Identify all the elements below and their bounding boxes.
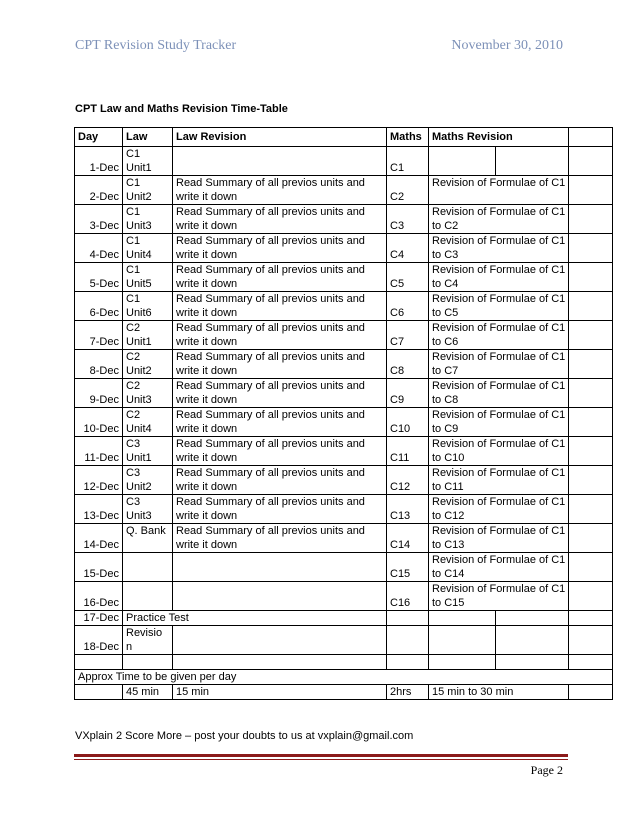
cell-line-2: Unit1	[126, 162, 152, 174]
cell-line-1: Revision of Formulae of C1	[432, 583, 566, 595]
cell-line-2: Unit2	[126, 481, 152, 493]
cell-line-1: C2	[126, 351, 141, 363]
maths-revision-cell	[429, 466, 569, 495]
maths-label: C3	[390, 220, 405, 232]
empty-cell	[569, 495, 613, 524]
maths-revision-cell	[429, 495, 569, 524]
maths-cell	[387, 205, 429, 234]
empty-cell	[429, 611, 496, 626]
law-cell	[123, 234, 173, 263]
table-row	[75, 147, 613, 176]
empty-cell	[173, 655, 387, 670]
cell-line-2: Unit3	[126, 220, 152, 232]
cell-line-1: Revision of Formulae of C1	[432, 467, 566, 479]
empty-cell	[569, 350, 613, 379]
law-revision-cell	[173, 437, 387, 466]
law-revision-cell	[173, 466, 387, 495]
day-label: 4-Dec	[89, 249, 119, 261]
practice-cell	[123, 611, 387, 626]
law-revision-cell	[173, 495, 387, 524]
table-row	[75, 263, 613, 292]
maths-revision-time: 15 min to 30 min	[432, 686, 514, 698]
table-header-row	[75, 128, 613, 147]
maths-label: C15	[390, 568, 411, 580]
empty-cell	[496, 147, 569, 176]
maths-label: C7	[390, 336, 405, 348]
cell-line-2: Q. Bank	[126, 525, 166, 537]
law-revision-cell	[173, 582, 387, 611]
day-label: 5-Dec	[89, 278, 119, 290]
cell-line-2: to C9	[432, 423, 459, 435]
day-label: 12-Dec	[83, 481, 119, 493]
table-row	[75, 321, 613, 350]
cell-line-1: Revision of Formulae of C1	[432, 409, 566, 421]
cell-line-1: Read Summary of all previos units and	[176, 438, 365, 450]
maths-label: C12	[390, 481, 411, 493]
cell-line-1: Revisio	[126, 627, 163, 639]
empty-cell	[569, 408, 613, 437]
day-label: 17-Dec	[83, 612, 119, 624]
empty-cell	[569, 437, 613, 466]
header-title: CPT Revision Study Tracker	[75, 38, 237, 53]
cell-line-1: Revision of Formulae of C1	[432, 264, 566, 276]
maths-label: C11	[390, 452, 410, 464]
maths-cell	[387, 321, 429, 350]
cell-line-2: to C4	[432, 278, 459, 290]
maths-label: C6	[390, 307, 405, 319]
table-row	[75, 176, 613, 205]
day-label: 1-Dec	[89, 162, 119, 174]
cell-line-2: Unit1	[126, 336, 152, 348]
empty-cell	[569, 292, 613, 321]
cell-line-2: Unit5	[126, 278, 152, 290]
empty-cell	[75, 685, 123, 700]
law-revision-cell	[173, 379, 387, 408]
cell-line-1: Read Summary of all previos units and	[176, 322, 365, 334]
maths-revision-cell	[429, 147, 496, 176]
col-header-maths: Maths	[387, 128, 429, 147]
cell-line-2: Unit2	[126, 365, 152, 377]
cell-line-1: C1	[126, 235, 141, 247]
law-cell	[123, 176, 173, 205]
table-row-revision	[75, 626, 613, 655]
footer-contact: VXplain 2 Score More – post your doubts to us at vxplain@gmail.com	[75, 730, 414, 742]
cell-line-2: to C3	[432, 249, 459, 261]
maths-cell	[387, 292, 429, 321]
cell-line-1: Read Summary of all previos units and	[176, 264, 365, 276]
cell-line-2: to C8	[432, 394, 459, 406]
timetable-title: CPT Law and Maths Revision Time-Table	[75, 103, 288, 115]
maths-cell	[387, 437, 429, 466]
cell-line-2: to C2	[432, 220, 459, 232]
table-row	[75, 524, 613, 553]
cell-line-1: Revision of Formulae of C1	[432, 380, 566, 392]
maths-revision-cell	[429, 553, 569, 582]
cell-line-2: write it down	[176, 481, 238, 493]
maths-label: C1	[390, 162, 405, 174]
maths-cell	[387, 553, 429, 582]
col-header-day: Day	[75, 128, 123, 147]
table-row-times	[75, 685, 613, 700]
law-revision-time: 15 min	[176, 686, 210, 698]
maths-label: C8	[390, 365, 405, 377]
maths-label: C14	[390, 539, 411, 551]
cell-line-1: Revision of Formulae of C1	[432, 322, 566, 334]
table-row	[75, 437, 613, 466]
cell-line-2: n	[126, 641, 133, 653]
law-cell	[123, 292, 173, 321]
law-cell	[123, 553, 173, 582]
cell-line-1: Revision of Formulae of C1	[432, 438, 566, 450]
law-time: 45 min	[126, 686, 160, 698]
cell-line-1: Revision of Formulae of C1	[432, 525, 566, 537]
cell-line-2: Unit4	[126, 423, 152, 435]
empty-cell	[173, 626, 387, 655]
day-label: 15-Dec	[83, 568, 119, 580]
cell-line-2: write it down	[176, 394, 238, 406]
empty-cell	[75, 655, 123, 670]
empty-cell	[496, 611, 569, 626]
cell-line-1: Read Summary of all previos units and	[176, 409, 365, 421]
law-cell	[123, 379, 173, 408]
cell-line-2: Unit3	[126, 394, 152, 406]
maths-revision-cell	[429, 582, 569, 611]
table-row	[75, 466, 613, 495]
law-revision-cell	[173, 321, 387, 350]
maths-revision-cell	[429, 205, 569, 234]
cell-line-2: write it down	[176, 336, 238, 348]
day-label: 8-Dec	[89, 365, 119, 377]
col-header-empty	[569, 128, 613, 147]
footer-rule-thin	[74, 759, 568, 760]
empty-cell	[496, 626, 569, 655]
empty-cell	[569, 466, 613, 495]
cell-line-2: to C10	[432, 452, 465, 464]
cell-line-1: C1	[126, 148, 141, 160]
col-header-law: Law	[123, 128, 173, 147]
maths-revision-cell	[429, 292, 569, 321]
cell-line-2: to C13	[432, 539, 465, 551]
cell-line-1: Read Summary of all previos units and	[176, 293, 365, 305]
page-number: Page 2	[530, 763, 563, 777]
cell-line-2: to C7	[432, 365, 459, 377]
revision-cell	[123, 626, 173, 655]
day-label: 7-Dec	[89, 336, 119, 348]
maths-revision-cell	[429, 408, 569, 437]
cell-line-1: Revision of Formulae of C1	[432, 293, 566, 305]
maths-revision-cell	[429, 379, 569, 408]
maths-revision-cell	[429, 234, 569, 263]
cell-line-1: Read Summary of all previos units and	[176, 467, 365, 479]
cell-line-2: write it down	[176, 423, 238, 435]
cell-line-2: Unit6	[126, 307, 152, 319]
empty-cell	[569, 263, 613, 292]
cell-line-2: write it down	[176, 249, 238, 261]
maths-label: C9	[390, 394, 405, 406]
law-revision-cell	[173, 524, 387, 553]
day-label: 11-Dec	[84, 452, 119, 464]
cell-line-2: to C5	[432, 307, 459, 319]
empty-cell	[569, 321, 613, 350]
day-label: 18-Dec	[83, 641, 119, 653]
empty-cell	[569, 524, 613, 553]
cell-line-1: Read Summary of all previos units and	[176, 351, 365, 363]
law-cell	[123, 408, 173, 437]
day-label: 2-Dec	[89, 191, 119, 203]
timetable	[74, 127, 613, 700]
maths-cell	[387, 147, 429, 176]
law-cell	[123, 582, 173, 611]
cell-line-1: Read Summary of all previos units and	[176, 177, 365, 189]
day-label: 10-Dec	[83, 423, 119, 435]
maths-label: C13	[390, 510, 411, 522]
maths-cell	[387, 524, 429, 553]
cell-line-1: Read Summary of all previos units and	[176, 496, 365, 508]
table-row	[75, 582, 613, 611]
law-cell	[123, 495, 173, 524]
day-label: 16-Dec	[83, 597, 119, 609]
law-revision-cell	[173, 553, 387, 582]
cell-line-1: C1	[126, 177, 141, 189]
cell-line-2: write it down	[176, 539, 238, 551]
cell-line-2: write it down	[176, 510, 238, 522]
cell-line-1: C1	[126, 264, 141, 276]
cell-line-2: write it down	[176, 365, 238, 377]
maths-label: C16	[390, 597, 411, 609]
empty-cell	[569, 626, 613, 655]
empty-cell	[387, 626, 429, 655]
law-revision-cell	[173, 147, 387, 176]
maths-label: C4	[390, 249, 405, 261]
cell-line-2: Unit2	[126, 191, 152, 203]
maths-cell	[387, 495, 429, 524]
maths-cell	[387, 379, 429, 408]
day-label: 13-Dec	[83, 510, 119, 522]
table-row-blank	[75, 655, 613, 670]
maths-label: C5	[390, 278, 405, 290]
maths-cell	[387, 263, 429, 292]
day-label: 6-Dec	[89, 307, 119, 319]
cell-line-1: C2	[126, 322, 141, 334]
practice-test-label: Practice Test	[126, 612, 189, 624]
law-cell	[123, 205, 173, 234]
law-revision-cell	[173, 205, 387, 234]
cell-line-2: Revision of Formulae of C1	[432, 177, 566, 189]
law-revision-cell	[173, 408, 387, 437]
cell-line-2: write it down	[176, 307, 238, 319]
law-cell	[123, 321, 173, 350]
law-cell	[123, 437, 173, 466]
header-date: November 30, 2010	[451, 38, 563, 53]
day-label: 14-Dec	[83, 539, 119, 551]
law-revision-cell	[173, 292, 387, 321]
cell-line-1: Read Summary of all previos units and	[176, 206, 365, 218]
col-header-law-revision: Law Revision	[173, 128, 387, 147]
table-row	[75, 553, 613, 582]
maths-revision-cell	[429, 321, 569, 350]
maths-time: 2hrs	[390, 686, 412, 698]
cell-line-1: Read Summary of all previos units and	[176, 525, 365, 537]
cell-line-1: C3	[126, 467, 141, 479]
maths-revision-cell	[429, 350, 569, 379]
table-row	[75, 292, 613, 321]
law-cell	[123, 466, 173, 495]
cell-line-1: C2	[126, 380, 141, 392]
empty-cell	[569, 611, 613, 626]
cell-line-2: to C14	[432, 568, 465, 580]
empty-cell	[569, 379, 613, 408]
cell-line-2: to C11	[432, 481, 464, 493]
timetable-body	[75, 128, 613, 700]
maths-revision-cell	[429, 437, 569, 466]
cell-line-2: write it down	[176, 220, 238, 232]
empty-cell	[569, 655, 613, 670]
approx-time-label: Approx Time to be given per day	[78, 671, 237, 683]
maths-revision-cell	[429, 176, 569, 205]
table-row	[75, 495, 613, 524]
empty-cell	[569, 582, 613, 611]
maths-cell	[387, 408, 429, 437]
table-row	[75, 350, 613, 379]
cell-line-1: C3	[126, 496, 141, 508]
empty-cell	[429, 626, 496, 655]
cell-line-2: write it down	[176, 278, 238, 290]
maths-cell	[387, 350, 429, 379]
table-row	[75, 408, 613, 437]
empty-cell	[496, 655, 569, 670]
cell-line-1: C2	[126, 409, 141, 421]
empty-cell	[569, 234, 613, 263]
cell-line-2: Unit3	[126, 510, 152, 522]
law-cell	[123, 350, 173, 379]
maths-cell	[387, 582, 429, 611]
law-revision-cell	[173, 176, 387, 205]
empty-cell	[569, 685, 613, 700]
empty-cell	[569, 147, 613, 176]
footer-rule	[74, 754, 568, 757]
law-revision-cell	[173, 263, 387, 292]
law-cell	[123, 263, 173, 292]
table-row-approx	[75, 670, 613, 685]
law-cell	[123, 147, 173, 176]
table-row	[75, 379, 613, 408]
col-header-maths-revision: Maths Revision	[429, 128, 569, 147]
cell-line-2: Unit4	[126, 249, 152, 261]
cell-line-1: Revision of Formulae of C1	[432, 496, 566, 508]
empty-cell	[387, 655, 429, 670]
empty-cell	[569, 553, 613, 582]
law-revision-cell	[173, 234, 387, 263]
cell-line-1: Revision of Formulae of C1	[432, 554, 566, 566]
day-label: 3-Dec	[89, 220, 119, 232]
maths-label: C10	[390, 423, 411, 435]
cell-line-1: C1	[126, 206, 141, 218]
law-revision-cell	[173, 350, 387, 379]
cell-line-2: write it down	[176, 191, 238, 203]
maths-cell	[387, 466, 429, 495]
empty-cell	[387, 611, 429, 626]
cell-line-1: Read Summary of all previos units and	[176, 380, 365, 392]
cell-line-2: Unit1	[126, 452, 152, 464]
table-row	[75, 234, 613, 263]
maths-label: C2	[390, 191, 405, 203]
cell-line-1: Revision of Formulae of C1	[432, 235, 566, 247]
law-cell	[123, 524, 173, 553]
maths-cell	[387, 176, 429, 205]
empty-cell	[569, 205, 613, 234]
cell-line-2: to C15	[432, 597, 465, 609]
empty-cell	[569, 176, 613, 205]
day-label: 9-Dec	[89, 394, 119, 406]
empty-cell	[429, 655, 496, 670]
empty-cell	[123, 655, 173, 670]
table-row	[75, 205, 613, 234]
cell-line-1: C3	[126, 438, 141, 450]
cell-line-1: Read Summary of all previos units and	[176, 235, 365, 247]
cell-line-2: to C12	[432, 510, 465, 522]
cell-line-2: to C6	[432, 336, 459, 348]
cell-line-1: Revision of Formulae of C1	[432, 351, 566, 363]
maths-revision-cell	[429, 524, 569, 553]
cell-line-1: C1	[126, 293, 141, 305]
maths-cell	[387, 234, 429, 263]
table-row-practice	[75, 611, 613, 626]
cell-line-2: write it down	[176, 452, 238, 464]
cell-line-1: Revision of Formulae of C1	[432, 206, 566, 218]
maths-revision-cell	[429, 263, 569, 292]
